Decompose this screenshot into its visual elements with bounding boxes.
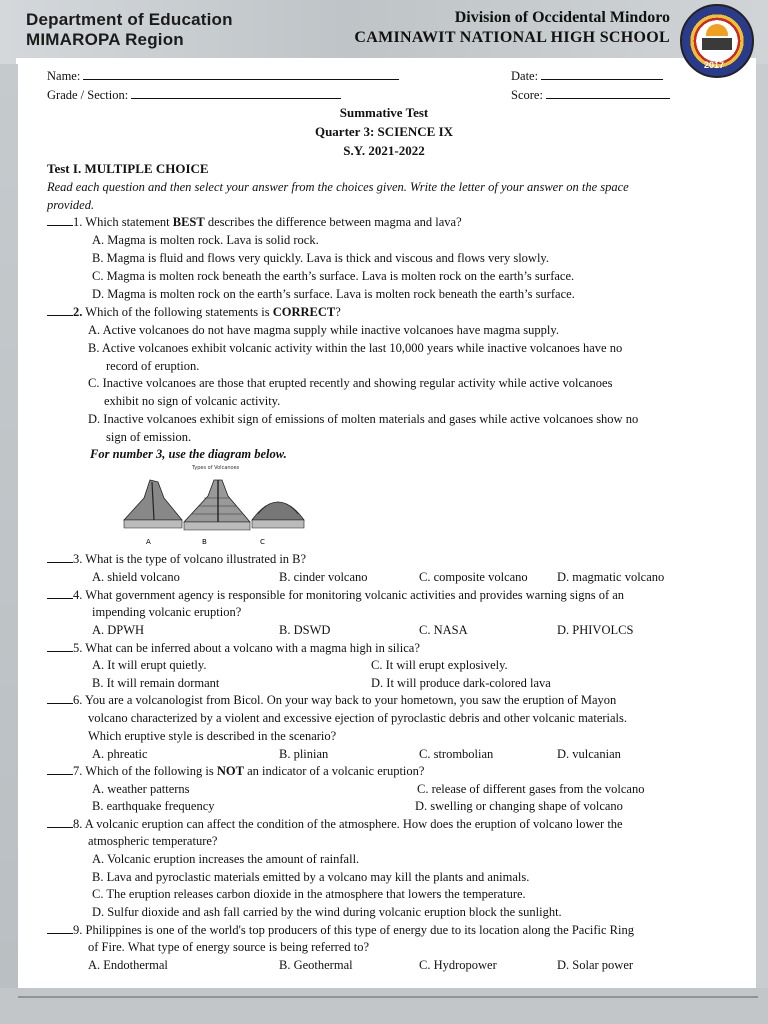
q6-stem-2: volcano characterized by a violent and excessive ejection of pyroclastic debris and other volcanic materials. — [88, 711, 628, 725]
footer-band — [0, 988, 768, 1024]
q8-choice-b: B. Lava and pyroclastic materials emitted by a volcano may kill the plants and animals. — [92, 870, 530, 884]
q2-choice-c2: exhibit no sign of volcanic activity. — [104, 394, 281, 408]
school-name: CAMINAWIT NATIONAL HIGH SCHOOL — [354, 29, 670, 46]
volcano-b-icon — [184, 480, 250, 530]
q2-choice-d2: sign of emission. — [106, 430, 192, 444]
q6-choice-c: C. strombolian — [419, 747, 494, 761]
q7-post: an indicator of a volcanic eruption? — [243, 764, 425, 778]
q5-choice-b: B. It will remain dormant — [92, 676, 220, 690]
diagram-label-b: B — [202, 538, 207, 546]
q1-choice-a: A. Magma is molten rock. Lava is solid rock. — [92, 233, 319, 247]
header-left — [26, 10, 233, 50]
footer-line — [18, 996, 758, 998]
q2-post: ? — [335, 305, 341, 319]
q1-stem — [47, 214, 462, 230]
title-line1: Summative Test — [339, 105, 429, 120]
seal-year: 2017 — [704, 60, 725, 70]
score-field[interactable] — [511, 86, 670, 103]
q9-choice-a: A. Endothermal — [88, 958, 168, 972]
q2-stem — [47, 304, 341, 320]
q6-choice-b: B. plinian — [279, 747, 329, 761]
school-seal-icon — [680, 4, 754, 78]
q9-stem-2: of Fire. What type of energy source is being referred to? — [88, 940, 370, 954]
volcano-types-diagram — [122, 460, 306, 546]
score-label: Score: — [511, 88, 543, 102]
grade-label: Grade / Section: — [47, 88, 129, 102]
q4-stem-2: impending volcanic eruption? — [92, 605, 242, 619]
diagram-label-c: C — [260, 538, 265, 546]
name-line[interactable] — [83, 67, 399, 80]
q6-stem-1: 6. You are a volcanologist from Bicol. On your way back to your hometown, you saw the eruption of Mayon — [73, 693, 617, 707]
q9-answer-blank[interactable] — [47, 922, 73, 934]
q7-stem — [47, 763, 424, 779]
q2-pre: Which of the following statements is — [82, 305, 273, 319]
q6-choice-d: D. vulcanian — [557, 747, 621, 761]
seal-building — [702, 38, 732, 50]
q2-choice-c1: C. Inactive volcanoes are those that erupted recently and showing regular activity while active volcanoes — [88, 376, 613, 390]
date-line[interactable] — [541, 67, 663, 80]
q3-choice-c: C. composite volcano — [419, 570, 528, 584]
q8-answer-blank[interactable] — [47, 816, 73, 828]
dept-name: Department of Education — [26, 10, 233, 29]
q9-choice-b: B. Geothermal — [279, 958, 353, 972]
q4-answer-blank[interactable] — [47, 587, 73, 599]
q7-choice-c: C. release of different gases from the volcano — [417, 782, 645, 796]
q3-choice-a: A. shield volcano — [92, 570, 180, 584]
q7-bold: NOT — [216, 764, 244, 778]
q4-choice-b: B. DSWD — [279, 623, 331, 637]
grade-line[interactable] — [131, 86, 341, 99]
q4-choice-a: A. DPWH — [92, 623, 145, 637]
test-heading: Test I. MULTIPLE CHOICE — [47, 161, 209, 176]
q5-answer-blank[interactable] — [47, 640, 73, 652]
q7-choice-a: A. weather patterns — [92, 782, 190, 796]
q3-stem-text: 3. What is the type of volcano illustrated in B? — [73, 552, 307, 566]
q5-choice-a: A. It will erupt quietly. — [92, 658, 207, 672]
q8-stem-1: 8. A volcanic eruption can affect the condition of the atmosphere. How does the eruption of volcano lower the — [73, 817, 623, 831]
diagram-title: Types of Volcanoes — [192, 465, 240, 471]
q2-answer-blank[interactable] — [47, 304, 73, 316]
q3-note: For number 3, use the diagram below. — [90, 447, 287, 461]
header-right — [354, 8, 670, 48]
q1-choice-c: C. Magma is molten rock beneath the earth’s surface. Lava is molten rock on the earth’s surface. — [92, 269, 575, 283]
q5-choice-d: D. It will produce dark-colored lava — [371, 676, 551, 690]
q2-choice-d1: D. Inactive volcanoes exhibit sign of emissions of molten materials and gases while active volcanoes show no — [88, 412, 639, 426]
volcano-a-icon — [124, 480, 182, 528]
q1-post: describes the difference between magma and lava? — [204, 215, 462, 229]
q7-choice-b: B. earthquake frequency — [92, 799, 215, 813]
q6-answer-blank[interactable] — [47, 692, 73, 704]
volcano-c-icon — [252, 502, 304, 528]
q4-choice-c: C. NASA — [419, 623, 468, 637]
instructions-2: provided. — [47, 198, 95, 212]
q4-choice-d: D. PHIVOLCS — [557, 623, 634, 637]
q1-choice-d: D. Magma is molten rock on the earth’s surface. Lava is molten rock beneath the earth’s surface. — [92, 287, 575, 301]
region-name: MIMAROPA Region — [26, 30, 184, 49]
title-line2: Quarter 3: SCIENCE IX — [314, 124, 454, 139]
q2-num: 2. — [73, 305, 83, 319]
q2-choice-b1: B. Active volcanoes exhibit volcanic activity within the last 10,000 years while inactive volcanoes have no — [88, 341, 623, 355]
q2-bold: CORRECT — [272, 305, 336, 319]
q1-answer-blank[interactable] — [47, 214, 73, 226]
q7-answer-blank[interactable] — [47, 763, 73, 775]
q5-choice-c: C. It will erupt explosively. — [371, 658, 508, 672]
q3-answer-blank[interactable] — [47, 551, 73, 563]
grade-field[interactable] — [47, 86, 341, 103]
q9-choice-d: D. Solar power — [557, 958, 634, 972]
q3-stem — [47, 551, 306, 567]
q1-choice-b: B. Magma is fluid and flows very quickly. Lava is thick and viscous and flows very slowly. — [92, 251, 549, 265]
q4-stem-1: 4. What government agency is responsible for monitoring volcanic activities and provides warning signs of an — [73, 588, 625, 602]
q7-pre: 7. Which of the following is — [73, 764, 217, 778]
left-margin — [0, 64, 18, 994]
q3-choice-d: D. magmatic volcano — [557, 570, 665, 584]
q9-choice-c: C. Hydropower — [419, 958, 497, 972]
q6-stem — [47, 692, 616, 708]
q1-bold: BEST — [172, 215, 205, 229]
name-label: Name: — [47, 69, 81, 83]
q9-stem — [47, 922, 634, 938]
q1-pre: 1. Which statement — [73, 215, 173, 229]
division-name: Division of Occidental Mindoro — [454, 9, 670, 26]
q2-choice-a: A. Active volcanoes do not have magma supply while inactive volcanoes have magma supply. — [88, 323, 559, 337]
q4-stem — [47, 587, 624, 603]
q5-stem — [47, 640, 420, 656]
q8-choice-c: C. The eruption releases carbon dioxide in the atmosphere that lowers the temperature. — [92, 887, 526, 901]
title-line3: S.Y. 2021-2022 — [343, 143, 425, 158]
q6-choice-a: A. phreatic — [92, 747, 148, 761]
diagram-label-a: A — [146, 538, 151, 546]
instructions-1: Read each question and then select your answer from the choices given. Write the letter of your answer on the space — [47, 180, 629, 194]
q3-choice-b: B. cinder volcano — [279, 570, 368, 584]
q8-stem-2: atmospheric temperature? — [88, 834, 218, 848]
q5-stem-text: 5. What can be inferred about a volcano with a magma high in silica? — [73, 641, 420, 655]
q8-stem — [47, 816, 623, 832]
q8-choice-d: D. Sulfur dioxide and ash fall carried by the wind during volcanic eruption block the sunlight. — [92, 905, 562, 919]
q6-stem-3: Which eruptive style is described in the scenario? — [88, 729, 337, 743]
date-label: Date: — [511, 69, 539, 83]
q9-stem-1: 9. Philippines is one of the world's top producers of this type of energy due to its location along the Pacific Ring — [73, 923, 634, 937]
q7-choice-d: D. swelling or changing shape of volcano — [415, 799, 623, 813]
date-field[interactable] — [511, 67, 663, 84]
name-field[interactable] — [47, 67, 399, 84]
q8-choice-a: A. Volcanic eruption increases the amount of rainfall. — [92, 852, 360, 866]
score-line[interactable] — [546, 86, 670, 99]
seal-sun — [706, 24, 728, 36]
q2-choice-b2: record of eruption. — [106, 359, 200, 373]
